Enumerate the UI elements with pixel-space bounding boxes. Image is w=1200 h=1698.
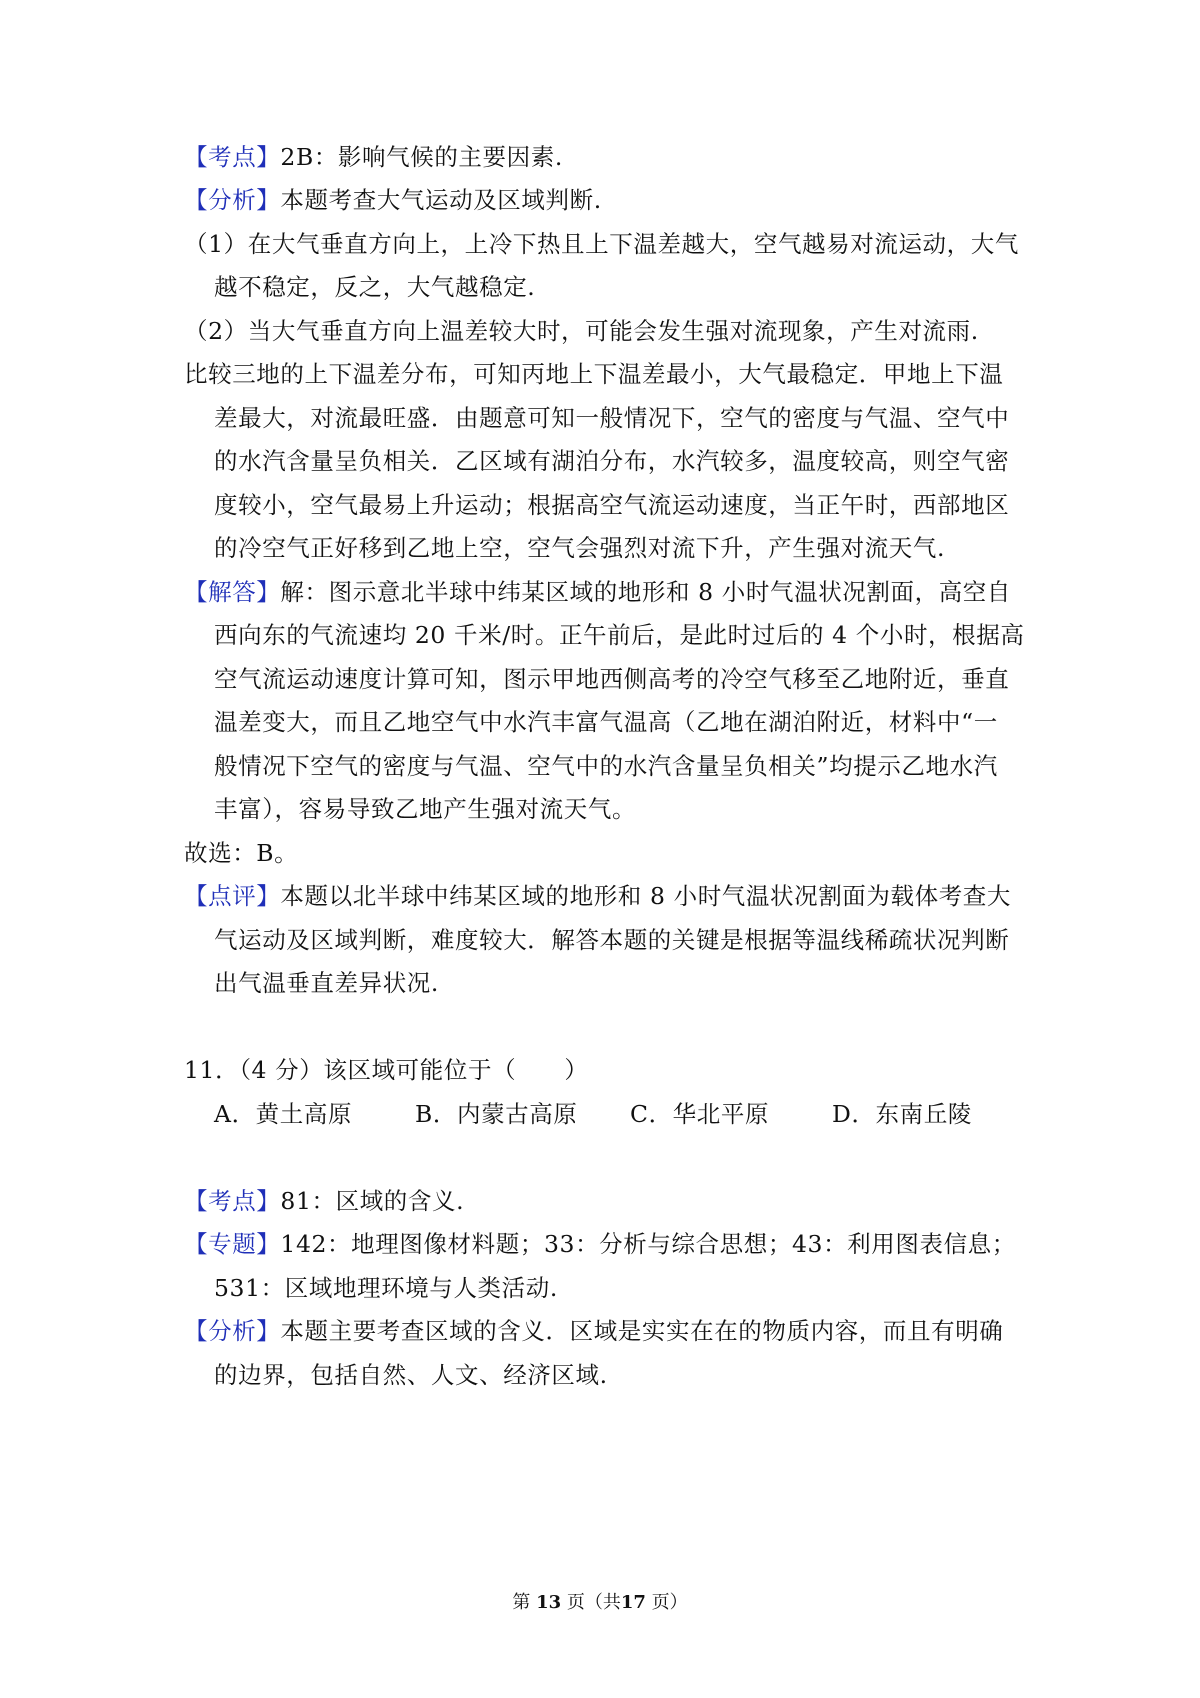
- option-d: D．东南丘陵: [832, 1100, 972, 1128]
- kaodian-line: [184, 141, 1024, 173]
- footer-page-number: 13: [536, 1592, 562, 1613]
- jieda-line-3: 空气流运动速度计算可知，图示甲地西侧高考的冷空气移至乙地附近，垂直: [214, 665, 1010, 693]
- jieda-line-5: 般情况下空气的密度与气温、空气中的水汽含量呈负相关”均提示乙地水汽: [214, 752, 998, 780]
- kaodian-tag: 【考点】: [184, 143, 281, 171]
- footer-prefix: 第: [512, 1592, 531, 1613]
- dianping-tag: 【点评】: [184, 882, 281, 910]
- fenxi-tag: 【分析】: [184, 186, 281, 214]
- fenxi-line: [184, 184, 1024, 216]
- dianping-line-1: [184, 880, 1024, 912]
- paragraph-2: （2）当大气垂直方向上温差较大时，可能会发生强对流现象，产生对流雨.: [184, 317, 979, 345]
- paragraph-3-line-5: 的冷空气正好移到乙地上空，空气会强烈对流下升，产生强对流天气.: [214, 534, 946, 562]
- fenxi-2-line-1: [184, 1315, 1024, 1347]
- zhuanti-tag: 【专题】: [184, 1230, 281, 1258]
- paragraph-3-line-1: 比较三地的上下温差分布，可知丙地上下温差最小，大气最稳定．甲地上下温: [184, 360, 1004, 388]
- page-footer: [0, 1591, 1200, 1615]
- option-c: C．华北平原: [630, 1100, 770, 1128]
- dianping-line-3: 出气温垂直差异状况.: [214, 969, 439, 997]
- fenxi-2-line-2: 的边界，包括自然、人文、经济区域.: [214, 1361, 608, 1389]
- paragraph-3-line-3: 的水汽含量呈负相关．乙区域有湖泊分布，水汽较多，温度较高，则空气密: [214, 447, 1010, 475]
- jieda-line-4: 温差变大，而且乙地空气中水汽丰富气温高（乙地在湖泊附近，材料中“一: [214, 708, 998, 736]
- jieda-text-1: 解：图示意北半球中纬某区域的地形和 8 小时气温状况割面，高空自: [280, 578, 1011, 606]
- answer-line: 故选：B。: [184, 839, 299, 867]
- dianping-text-1: 本题以北半球中纬某区域的地形和 8 小时气温状况割面为载体考查大: [280, 882, 1011, 910]
- dianping-line-2: 气运动及区域判断，难度较大．解答本题的关键是根据等温线稀疏状况判断: [214, 926, 1010, 954]
- paragraph-3-line-2: 差最大，对流最旺盛．由题意可知一般情况下，空气的密度与气温、空气中: [214, 404, 1010, 432]
- footer-middle: 页（共: [566, 1592, 621, 1613]
- paragraph-3-line-4: 度较小，空气最易上升运动；根据高空气流运动速度，当正午时，西部地区: [214, 491, 1010, 519]
- zhuanti-line-2: 531：区域地理环境与人类活动.: [214, 1274, 558, 1302]
- zhuanti-text-1: 142：地理图像材料题；33：分析与综合思想；43：利用图表信息；: [280, 1230, 1016, 1258]
- fenxi-2-text-1: 本题主要考查区域的含义．区域是实实在在的物质内容，而且有明确: [280, 1317, 1004, 1345]
- option-b: B．内蒙古高原: [415, 1100, 578, 1128]
- option-a: A．黄土高原: [214, 1100, 353, 1128]
- zhuanti-line-1: [184, 1228, 1024, 1260]
- footer-total-pages: 17: [620, 1592, 646, 1613]
- jieda-line-6: 丰富），容易导致乙地产生强对流天气。: [214, 795, 637, 823]
- jieda-line-1: [184, 576, 1024, 608]
- fenxi-2-tag: 【分析】: [184, 1317, 281, 1345]
- kaodian-text: 2B：影响气候的主要因素.: [280, 143, 563, 171]
- paragraph-1-line-2: 越不稳定，反之，大气越稳定.: [214, 273, 536, 301]
- jieda-tag: 【解答】: [184, 578, 281, 606]
- kaodian-2-text: 81：区域的含义.: [280, 1187, 465, 1215]
- footer-suffix: 页）: [651, 1592, 688, 1613]
- question-11-stem: 11．（4 分）该区域可能位于（ ）: [184, 1056, 589, 1084]
- kaodian-2-tag: 【考点】: [184, 1187, 281, 1215]
- jieda-line-2: 西向东的气流速均 20 千米/时。正午前后，是此时过后的 4 个小时，根据高: [214, 621, 1025, 649]
- paragraph-1-line-1: （1）在大气垂直方向上，上冷下热且上下温差越大，空气越易对流运动，大气: [184, 230, 1019, 258]
- fenxi-text: 本题考查大气运动及区域判断.: [280, 186, 602, 214]
- kaodian-2-line: [184, 1185, 1024, 1217]
